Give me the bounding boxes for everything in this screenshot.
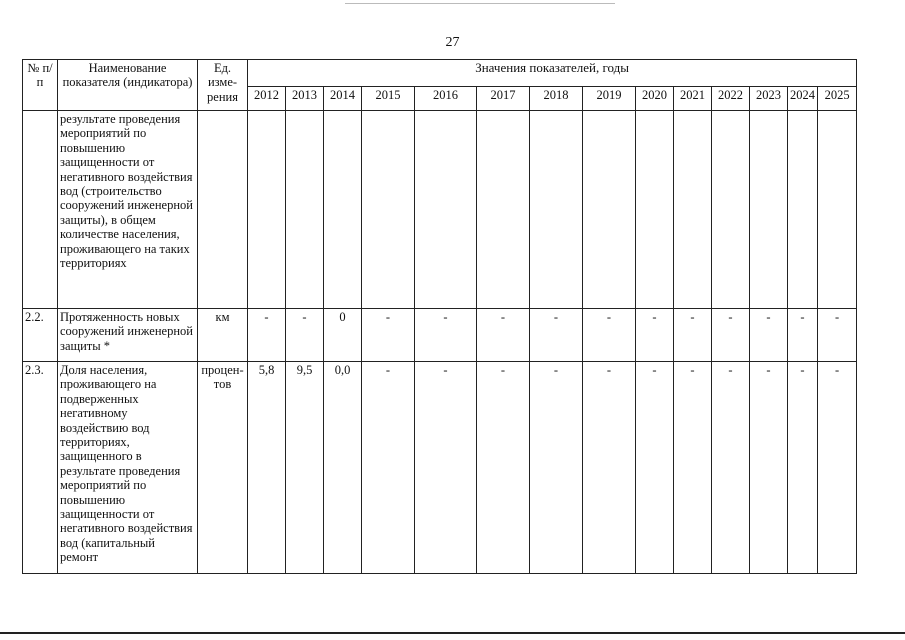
- indicator-value: [324, 111, 362, 309]
- indicator-value: -: [636, 309, 674, 362]
- indicator-value: -: [788, 309, 818, 362]
- indicator-value: [248, 111, 286, 309]
- row-number: 2.3.: [23, 362, 58, 574]
- indicator-value: [583, 111, 636, 309]
- indicator-value: 0,0: [324, 362, 362, 574]
- indicator-value: -: [415, 309, 477, 362]
- indicator-value: [788, 111, 818, 309]
- page-number: 27: [445, 35, 460, 50]
- indicator-value: -: [583, 309, 636, 362]
- values-group-header: Значения показателей, годы: [248, 60, 857, 87]
- num-column-header: № п/п: [23, 60, 58, 111]
- indicator-value: -: [530, 362, 583, 574]
- indicator-value: -: [415, 362, 477, 574]
- year-header: 2018: [530, 87, 583, 111]
- indicator-value: -: [674, 309, 712, 362]
- indicator-value: -: [248, 309, 286, 362]
- indicator-unit: процен-тов: [198, 362, 248, 574]
- year-header: 2012: [248, 87, 286, 111]
- indicator-value: -: [750, 362, 788, 574]
- indicator-value: [530, 111, 583, 309]
- indicator-value: 0: [324, 309, 362, 362]
- indicator-value: -: [362, 309, 415, 362]
- indicator-name: Доля населения, проживающего на подверженных негативному воздействию вод территориях, защищенного в результате проведения мероприятий по повышению защищенности от негативного воздействия вод (капитальный ремонт: [58, 362, 198, 574]
- year-header: 2020: [636, 87, 674, 111]
- table-row: [23, 362, 857, 574]
- indicator-value: -: [286, 309, 324, 362]
- year-header: 2013: [286, 87, 324, 111]
- row-number: [23, 111, 58, 309]
- bottom-rule: [0, 632, 905, 634]
- indicator-value: -: [362, 362, 415, 574]
- indicator-value: -: [583, 362, 636, 574]
- year-header: 2016: [415, 87, 477, 111]
- indicator-value: [286, 111, 324, 309]
- indicator-value: -: [788, 362, 818, 574]
- indicator-value: -: [674, 362, 712, 574]
- year-header: 2015: [362, 87, 415, 111]
- indicator-value: [362, 111, 415, 309]
- indicator-value: [636, 111, 674, 309]
- year-header: 2024: [788, 87, 818, 111]
- indicator-value: -: [750, 309, 788, 362]
- row-number: 2.2.: [23, 309, 58, 362]
- indicator-unit: [198, 111, 248, 309]
- indicator-name: результате проведения мероприятий по повышению защищенности от негативного воздействия вод (строительство сооружений инженерной защиты), в общем количестве населения, проживающего на таких территориях: [58, 111, 198, 309]
- indicator-value: -: [712, 309, 750, 362]
- header-row: [23, 60, 857, 87]
- indicator-value: [750, 111, 788, 309]
- indicator-value: [477, 111, 530, 309]
- indicator-value: -: [818, 362, 857, 574]
- table-row: [23, 309, 857, 362]
- indicators-table: [22, 59, 857, 574]
- indicator-value: -: [477, 309, 530, 362]
- unit-column-header: Ед. изме-рения: [198, 60, 248, 111]
- indicator-value: -: [530, 309, 583, 362]
- indicator-value: [415, 111, 477, 309]
- year-header: 2022: [712, 87, 750, 111]
- indicator-value: 5,8: [248, 362, 286, 574]
- indicator-value: [818, 111, 857, 309]
- indicator-value: -: [636, 362, 674, 574]
- year-header: 2025: [818, 87, 857, 111]
- top-rule: [345, 3, 615, 4]
- indicator-value: [674, 111, 712, 309]
- indicator-value: -: [712, 362, 750, 574]
- table-row: [23, 111, 857, 309]
- indicator-unit: км: [198, 309, 248, 362]
- name-column-header: Наименование показателя (индикатора): [58, 60, 198, 111]
- year-header: 2023: [750, 87, 788, 111]
- year-header: 2017: [477, 87, 530, 111]
- indicator-value: 9,5: [286, 362, 324, 574]
- indicator-name: Протяженность новых сооружений инженерной защиты *: [58, 309, 198, 362]
- year-header: 2021: [674, 87, 712, 111]
- year-header: 2014: [324, 87, 362, 111]
- indicator-value: [712, 111, 750, 309]
- year-header: 2019: [583, 87, 636, 111]
- indicator-value: -: [818, 309, 857, 362]
- indicator-value: -: [477, 362, 530, 574]
